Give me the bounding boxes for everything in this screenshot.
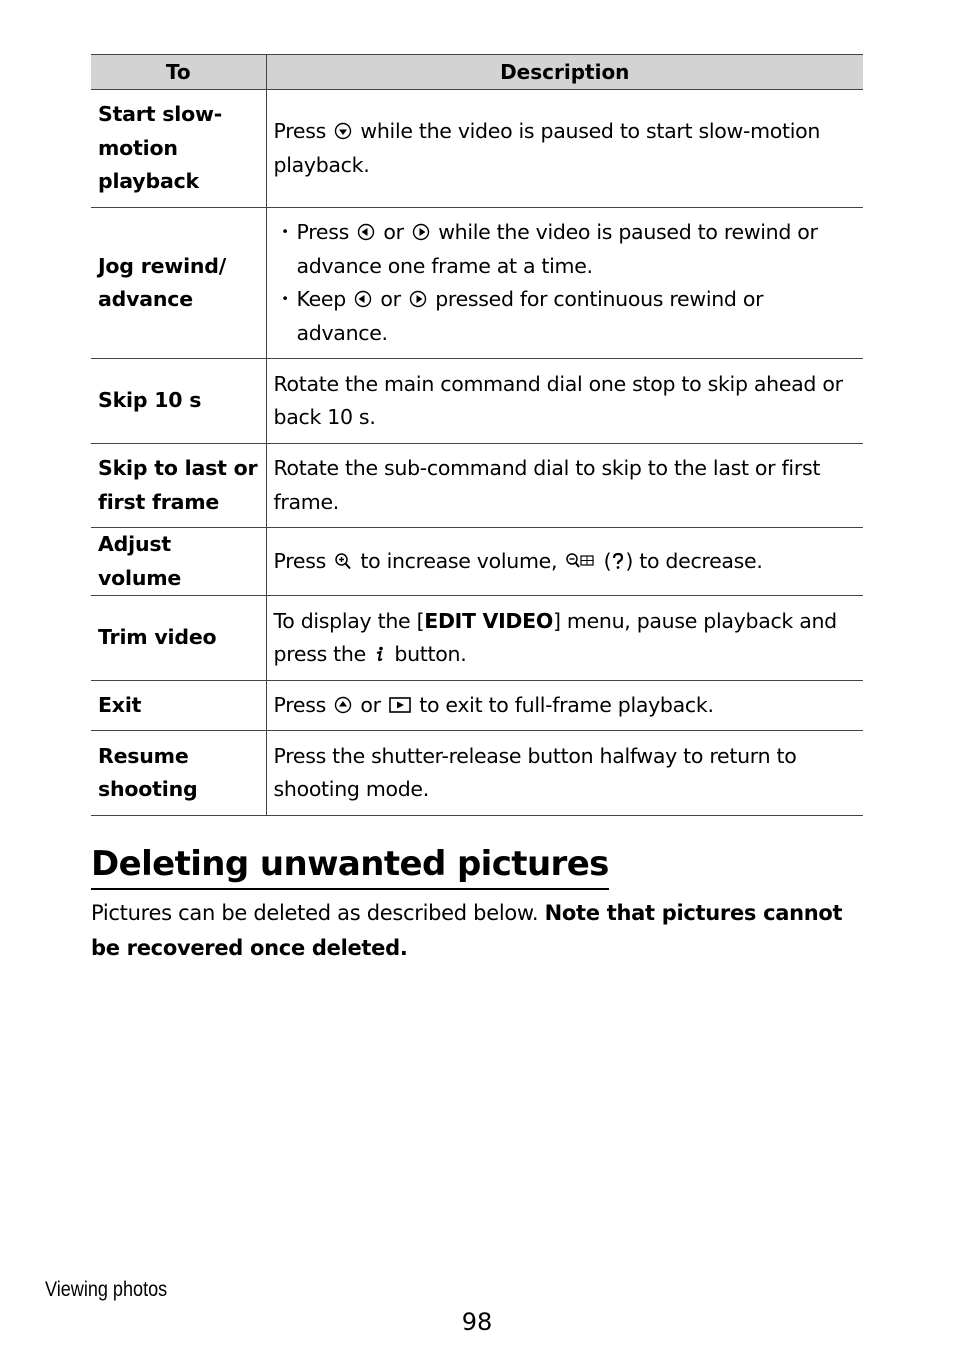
column-header-description: Description [266, 55, 863, 90]
row-action-exit: Exit [91, 681, 266, 731]
table-row [91, 208, 863, 359]
table-row [91, 731, 863, 816]
playback-button-icon [389, 696, 411, 714]
page-number: 98 [461, 1308, 493, 1336]
desc-text: or [383, 220, 404, 244]
table-row [91, 528, 863, 596]
row-action-slow-motion: Start slow-motion playback [91, 90, 266, 208]
bullet-item [274, 283, 858, 350]
multi-selector-down-icon [334, 122, 352, 140]
row-description-volume [266, 528, 863, 596]
desc-text: to decrease. [639, 548, 763, 573]
desc-text: while the video is paused to start slow-motion playback. [273, 119, 821, 177]
table-row [91, 681, 863, 731]
section-heading: Deleting unwanted pictures [91, 840, 609, 890]
table-row [91, 444, 863, 528]
table-header-row [91, 55, 863, 90]
desc-text: or [360, 692, 381, 717]
row-description-skip-10s: Rotate the main command dial one stop to skip ahead or back 10 s. [266, 359, 863, 444]
column-header-to: To [91, 55, 266, 90]
help-icon [611, 552, 625, 570]
row-action-skip-last: Skip to last or first frame [91, 444, 266, 528]
bullet-dot: ・ [274, 287, 296, 311]
menu-name-edit-video: EDIT VIDEO [424, 608, 553, 633]
desc-text: button. [394, 642, 467, 666]
desc-text: ] menu, pause playback and press the [273, 608, 837, 666]
table-row [91, 596, 863, 681]
desc-text: ) [625, 548, 634, 573]
section-intro [91, 896, 866, 966]
row-action-skip-10s: Skip 10 s [91, 359, 266, 444]
footer-section-name: Viewing photos [45, 1278, 168, 1301]
row-description-slow-motion [266, 90, 863, 208]
row-action-volume: Adjust volume [91, 528, 266, 596]
playback-controls-table [91, 54, 863, 816]
multi-selector-left-icon [354, 290, 372, 308]
row-description-skip-last: Rotate the sub-command dial to skip to the last or first frame. [266, 444, 863, 528]
multi-selector-left-icon [357, 223, 375, 241]
desc-text: or [380, 287, 401, 311]
row-description-trim [266, 596, 863, 681]
bullet-item [274, 216, 858, 283]
desc-text: ( [603, 548, 612, 573]
intro-warning: Note that pictures cannot be recovered once deleted. [91, 901, 843, 960]
desc-text: To display the [ [273, 608, 425, 633]
desc-text: while the video is paused to rewind or advance one frame at a time. [296, 220, 818, 278]
table-row [91, 359, 863, 444]
row-action-trim: Trim video [91, 596, 266, 681]
desc-text: to increase volume, [360, 548, 558, 573]
desc-text: Press [296, 220, 349, 244]
row-action-jog: Jog rewind/ advance [91, 208, 266, 359]
i-button-icon [374, 645, 386, 663]
desc-text: pressed for continuous rewind or advance. [296, 287, 764, 345]
row-description-jog [266, 208, 863, 359]
row-action-resume: Resume shooting [91, 731, 266, 816]
table-row [91, 90, 863, 208]
zoom-in-icon [334, 552, 352, 570]
desc-text: to exit to full-frame playback. [419, 692, 714, 717]
desc-text: Press [273, 692, 326, 717]
multi-selector-right-icon [409, 290, 427, 308]
intro-text: Pictures can be deleted as described below. [91, 901, 539, 925]
multi-selector-right-icon [412, 223, 430, 241]
desc-text: Keep [296, 287, 346, 311]
multi-selector-up-icon [334, 696, 352, 714]
zoom-out-thumbnail-icon [565, 552, 595, 570]
row-description-exit [266, 681, 863, 731]
row-description-resume: Press the shutter-release button halfway to return to shooting mode. [266, 731, 863, 816]
bullet-dot: ・ [274, 220, 296, 244]
desc-text: Press [273, 119, 326, 143]
desc-text: Press [273, 548, 326, 573]
